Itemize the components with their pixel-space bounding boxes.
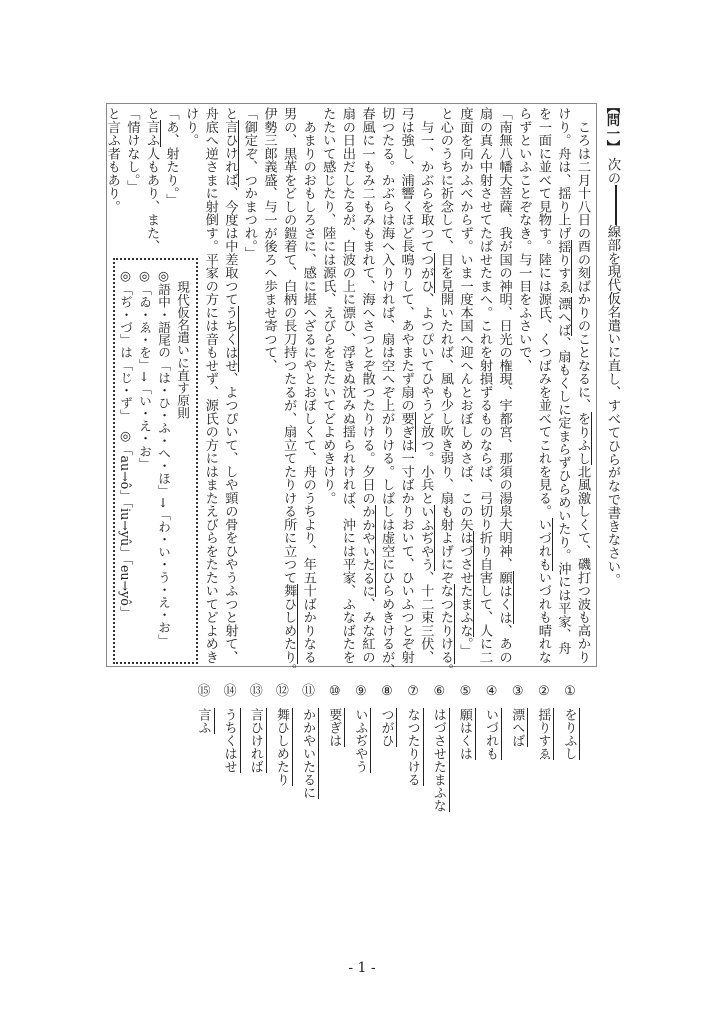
passage-segment: 与一、かぶらを取つて: [418, 107, 434, 253]
passage-segment: を一面に並べて見物す。陸には源氏、くつばみを並べてこれを見る。: [535, 107, 551, 518]
passage-segment: 弓は強し、浦響くほど長鳴りして、あやまたず扇の: [398, 107, 414, 412]
passage-segment: 、みな紅の: [359, 597, 375, 664]
answer-item: [510, 682, 526, 812]
passage-line: [239, 107, 259, 667]
passage-segment: と: [222, 107, 238, 121]
answer-number: ⑨: [355, 684, 367, 699]
rules-title: 現代仮名遣いに直す原則: [175, 268, 190, 420]
answer-list: [196, 682, 578, 812]
passage-segment: 伊勢三郎義盛、与一が後ろへ歩ませ寄つて、: [261, 107, 277, 372]
passage-segment: 、あの: [496, 623, 512, 664]
answer-phrase: いづれも: [481, 708, 502, 760]
answer-number: ①: [564, 684, 576, 699]
answer-number: ⑫: [275, 684, 289, 699]
passage-line: [416, 107, 436, 667]
underlined-phrase: つがひ: [418, 252, 434, 293]
underlined-phrase: 願はくは: [496, 570, 512, 624]
answer-phrase: 舞ひしめたり: [272, 708, 293, 786]
underlined-phrase: 言ふ: [143, 120, 159, 147]
passage-segment: と言ふ者もあり。: [104, 107, 120, 213]
answer-number: ④: [485, 684, 498, 699]
passage-segment: と心のうちに祈念して、目を見開いたれば、風も少し吹き弱り、扇も射よげにぞ: [437, 107, 453, 584]
answer-number: ⑮: [197, 684, 211, 699]
answer-item: [301, 682, 317, 812]
passage-segment: 「御定ぞ、つかまつれ。」: [241, 107, 257, 260]
instruction-text: 線部を現代仮名遣いに直し、すべてひらがなで書きなさい。: [605, 224, 620, 587]
underlined-phrase: かかやいたるに: [359, 504, 375, 598]
answer-item: [274, 682, 290, 812]
passage-segment: たたいて感じたり、陸には源氏、えびらをたたいてどよめきけり。: [320, 107, 336, 505]
passage-line: [279, 107, 299, 677]
underlined-phrase: 舞ひしめたり: [281, 584, 297, 664]
passage-segment: 扇の日出だしたるが、白波の上に漂ひ、浮きぬ沈みぬ揺られければ、沖には平家、ふなばたを: [339, 107, 355, 664]
underlined-phrase: 漂へば: [555, 296, 571, 337]
passage-segment: 。: [281, 663, 297, 677]
kana-rules-box: [113, 258, 198, 664]
answer-item: [562, 682, 578, 812]
rule-item: ◎語中・語尾の「は・ひ・ふ・へ・ほ」→「わ・い・う・え・お」: [156, 268, 171, 647]
passage-segment: けり。: [183, 107, 199, 147]
passage-line: [337, 107, 357, 667]
answer-item: [379, 682, 395, 812]
instruction-prefix: 次の: [605, 157, 620, 185]
passage-segment: ころは二月十八日の酉の刻ばかりのことなるに、: [575, 107, 590, 412]
passage-segment: 、今度は中差取つて: [222, 186, 238, 306]
passage-segment: 男の、黒革をどしの鎧着て、白柄の長刀持つたるが、扇立てたりける所に立つて: [281, 107, 297, 584]
passage-line: [298, 107, 318, 667]
answer-phrase: かかやいたるに: [298, 708, 319, 799]
answer-phrase: をりふし: [559, 708, 580, 760]
answer-item: [484, 682, 500, 812]
answer-number: ⑪: [302, 684, 316, 699]
rule-item: ◎「ゐ・ゑ・を」→「い・え・お」: [137, 268, 152, 470]
answer-item: [457, 682, 473, 812]
passage-segment: 春風に一もみ二もみもまれて、海へさつとぞ散つたりける。夕日の: [359, 107, 375, 505]
answer-number: ⑥: [433, 684, 446, 699]
passage-segment: 切つたる。かぶらは海へ入りければ、扇は空へぞ上がりける。しばしは虚空にひらめきけるが、: [379, 107, 395, 677]
answer-item: [248, 682, 264, 812]
underlined-phrase: はづさせたまふな: [457, 531, 473, 637]
passage-line: [474, 107, 494, 667]
passage-segment: 度面を向かふべからず。いま一度本国へ迎へんとおぼしめさば、この矢: [457, 107, 473, 531]
passage-segment: 。: [437, 663, 453, 677]
answer-number: ⑩: [328, 684, 341, 699]
passage-line: [318, 107, 338, 667]
passage-line: [455, 107, 475, 667]
passage-segment: あまりのおもしろさに、感に堪へざるにやとおぼしくて、舟のうちより、年五十ばかりなる: [300, 107, 316, 664]
passage-segment: 人もあり、また、: [143, 146, 159, 253]
passage-segment: 舟底へ逆さまに射倒す。平家の方には音もせず、源氏の方にはまたえびらをたたいてどよめき: [202, 107, 218, 664]
answer-item: [327, 682, 343, 812]
passage-line: [220, 107, 240, 667]
answer-number: ⑤: [459, 684, 472, 699]
answer-item: [222, 682, 238, 812]
page-number: - 1 -: [348, 960, 376, 976]
passage-segment: 、よつぴいて、しや頸の骨をひやうふつと射て、: [222, 372, 238, 664]
passage-line: [533, 107, 553, 667]
rule-item: ◎「ぢ・づ」は「じ・ず」 ◎「au→ô」「iu→yû」「eu→yô」: [118, 268, 133, 619]
answer-phrase: 揺りすゑ: [533, 708, 554, 760]
underlined-phrase: 言ひければ: [222, 120, 238, 187]
passage-line: [572, 107, 592, 667]
answer-item: [405, 682, 421, 812]
answer-item: [353, 682, 369, 812]
answer-number: ⑭: [223, 684, 237, 699]
passage-line: [396, 107, 416, 667]
passage-line: [357, 107, 377, 667]
passage-segment: 北風激しくて、磯打つ波も高かり: [575, 464, 590, 664]
answer-phrase: いふぢやう: [350, 708, 371, 773]
underlined-phrase: なつたりける: [437, 584, 453, 664]
underlined-phrase: いづれも: [535, 517, 551, 571]
answer-phrase: つがひ: [376, 708, 397, 747]
answer-phrase: うちくはせ: [220, 708, 241, 773]
answer-number: ⑬: [249, 684, 263, 699]
passage-line: [514, 107, 534, 667]
passage-segment: いづれも晴れな: [535, 570, 551, 664]
passage-segment: らずといふことぞなき。与一目をふさいで、: [516, 107, 532, 372]
passage-segment: 、扇もくしに定まらずひらめいたり。沖には平家、舟: [555, 336, 571, 655]
passage-line: [553, 107, 573, 667]
passage-line: [376, 107, 396, 677]
passage-segment: けり。舟は、揺り上げ: [555, 107, 571, 240]
underlined-phrase: うちくはせ: [222, 305, 238, 372]
answer-number: ⑦: [407, 684, 419, 699]
answer-phrase: 言ふ: [194, 708, 215, 734]
answer-number: ⑧: [381, 684, 393, 699]
underlined-phrase: をりふし: [575, 411, 590, 465]
answer-phrase: はづさせたまふな: [429, 708, 450, 812]
passage-segment: 「あ、射たり。」: [163, 107, 179, 207]
underline-mark-icon: [615, 185, 617, 225]
answer-number: ③: [511, 684, 524, 699]
answer-phrase: 要ぎは: [324, 708, 345, 747]
underlined-phrase: 揺りすゑ: [555, 239, 571, 293]
answer-item: [196, 682, 212, 812]
passage-line: [200, 107, 220, 667]
passage-segment: 、十二束三伏、: [418, 570, 434, 664]
passage-segment: 「情けなし。」: [124, 107, 140, 194]
answer-phrase: 言ひければ: [246, 708, 267, 773]
passage-segment: と: [143, 107, 159, 121]
passage-line: [435, 107, 455, 677]
underlined-phrase: いふぢやう: [418, 504, 434, 571]
passage-segment: 一寸ばかりおいて、ひいふつとぞ射: [398, 451, 414, 664]
passage-segment: 。」: [457, 637, 473, 657]
answer-phrase: 願はくは: [455, 708, 476, 760]
passage-segment: 「南無八幡大菩薩、我が国の神明、日光の権現、宇都宮、那須の湯泉大明神、: [496, 107, 512, 571]
passage-segment: 、よつぴいてひやうど放つ。小兵と: [418, 292, 434, 505]
passage-segment: 扇の真ん中射させてたばせたまへ。これを射損ずるものならば、弓切り折り自害して、人に二: [477, 107, 493, 664]
passage-box: [104, 103, 597, 677]
passage-line: [259, 107, 279, 667]
answer-number: ②: [538, 684, 550, 699]
question-header: [602, 100, 625, 587]
answer-item: [536, 682, 552, 812]
answer-phrase: なつたりける: [403, 708, 424, 786]
answer-phrase: 漂へば: [507, 708, 528, 747]
underlined-phrase: 要ぎは: [398, 411, 414, 452]
answer-item: [431, 682, 447, 812]
passage-line: [494, 107, 514, 667]
question-label: 【問一】: [604, 100, 620, 154]
